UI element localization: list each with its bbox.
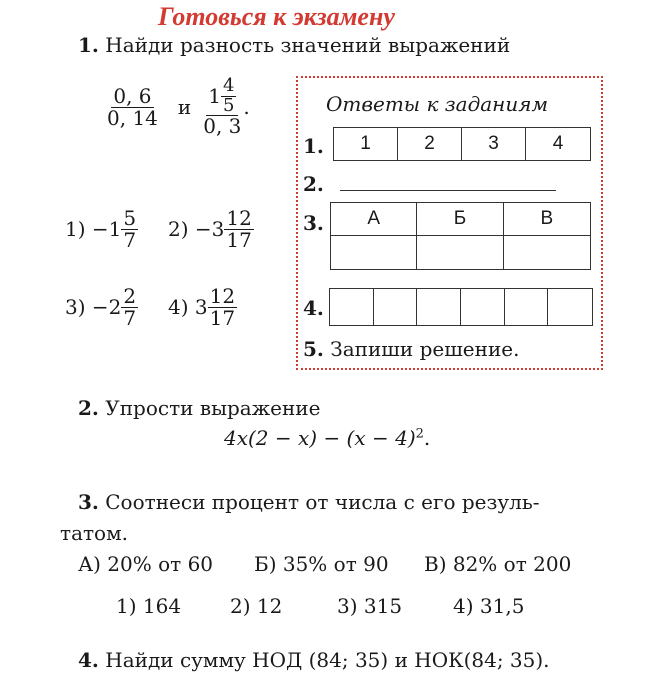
- answer-cell[interactable]: [330, 289, 374, 325]
- task1-option-1: [65, 205, 138, 253]
- expr2-numerator: [206, 74, 238, 117]
- task3-option-4: 4) 31,5: [453, 594, 525, 618]
- option-label: 4): [168, 295, 189, 319]
- task1-text: Найди разность значений выражений: [105, 33, 511, 57]
- and-word: и: [177, 95, 192, 119]
- answer-row1-number: 1.: [303, 134, 324, 158]
- answer-grid-3: [330, 202, 591, 270]
- page-title: Готовься к экзамену: [158, 2, 395, 31]
- task2-heading: [78, 396, 320, 420]
- task3-item-b: Б) 35% от 90: [254, 552, 389, 576]
- option-label: 2): [168, 217, 189, 241]
- task4-number: 4.: [78, 648, 99, 672]
- expr2-denominator: 0, 3: [203, 114, 242, 139]
- task3-item-c: В) 82% от 200: [424, 552, 572, 576]
- option-den: 17: [209, 305, 236, 330]
- answer-cell[interactable]: [548, 289, 592, 325]
- answer-row5: [303, 337, 520, 361]
- option-whole: −1: [91, 217, 122, 241]
- option-whole: 3: [194, 295, 208, 319]
- expr2-inner-den: 5: [222, 94, 235, 116]
- expr1-numerator: 0, 6: [113, 83, 152, 108]
- answer-cell[interactable]: [505, 289, 549, 325]
- task3-text-cont: татом.: [60, 521, 129, 545]
- expr2-whole: 1: [208, 83, 221, 108]
- option-num: 12: [226, 205, 252, 230]
- option-fraction: [121, 205, 138, 252]
- task2-text: Упрости выражение: [105, 396, 321, 420]
- answer-cell[interactable]: [461, 289, 505, 325]
- task1-option-4: [168, 283, 237, 331]
- answer-header-cell: Б: [417, 203, 503, 236]
- task4-heading: [78, 648, 550, 672]
- expr2-fraction: [201, 74, 243, 139]
- expr2-inner-num: 4: [222, 74, 235, 96]
- answer-cell[interactable]: [417, 236, 503, 269]
- expr1-fraction: [105, 83, 160, 130]
- task3-number: 3.: [78, 490, 99, 514]
- answer-cell[interactable]: [504, 236, 590, 269]
- option-label: 3): [65, 295, 86, 319]
- task2-expression: [224, 426, 430, 450]
- expression-body: 4x(2 − x) − (x − 4): [224, 426, 416, 450]
- option-den: 7: [123, 305, 137, 330]
- answers-header: Ответы к заданиям: [326, 92, 549, 116]
- expr1-denominator: 0, 14: [107, 105, 158, 130]
- answer-cell[interactable]: [417, 289, 461, 325]
- answer-header-cell: В: [504, 203, 590, 236]
- task3-text: Соотнеси процент от числа с его резуль-: [105, 490, 540, 514]
- option-label: 1): [65, 217, 86, 241]
- task3-heading: [78, 490, 540, 514]
- task3-option-2: 2) 12: [230, 594, 283, 618]
- expression-exponent: 2: [415, 426, 424, 442]
- task3-option-1: 1) 164: [116, 594, 182, 618]
- task3-item-a: А) 20% от 60: [78, 552, 214, 576]
- answer-cell[interactable]: [331, 236, 417, 269]
- option-fraction: [121, 283, 138, 330]
- answer-row4-number: 4.: [303, 296, 324, 320]
- task2-number: 2.: [78, 396, 99, 420]
- option-num: 2: [123, 283, 137, 308]
- answer-cell[interactable]: 1: [334, 128, 398, 160]
- answer-line-2[interactable]: [340, 190, 556, 191]
- expression-dot: .: [423, 426, 431, 450]
- answer-row5-text: Запиши решение.: [330, 337, 520, 361]
- option-whole: −2: [91, 295, 122, 319]
- answer-cell[interactable]: 2: [398, 128, 462, 160]
- task1-option-2: [168, 205, 254, 253]
- answer-cell[interactable]: 4: [552, 133, 564, 154]
- task1-option-3: [65, 283, 138, 331]
- answer-row2-number: 2.: [303, 172, 324, 196]
- option-num: 12: [209, 283, 236, 308]
- option-den: 7: [123, 227, 137, 252]
- expr-dot: .: [243, 95, 250, 119]
- task1-heading: [78, 33, 510, 57]
- answer-cell[interactable]: 3: [462, 128, 526, 160]
- answer-row3-number: 3.: [303, 211, 324, 235]
- option-fraction: [208, 283, 237, 330]
- answer-header-cell: А: [331, 203, 417, 236]
- task1-number: 1.: [78, 33, 99, 57]
- option-whole: −3: [194, 217, 225, 241]
- option-den: 17: [226, 227, 252, 252]
- answer-cell[interactable]: [374, 289, 418, 325]
- answer-row5-number: 5.: [303, 337, 324, 361]
- option-num: 5: [123, 205, 137, 230]
- task3-option-3: 3) 315: [337, 594, 403, 618]
- task1-expressions: [105, 62, 250, 152]
- answer-grid-4: [329, 288, 593, 326]
- answer-grid-1: [333, 127, 591, 161]
- task4-text: Найди сумму НОД (84; 35) и НОК(84; 35).: [105, 648, 550, 672]
- option-fraction: [224, 205, 253, 252]
- expr2-inner-fraction: [221, 74, 236, 116]
